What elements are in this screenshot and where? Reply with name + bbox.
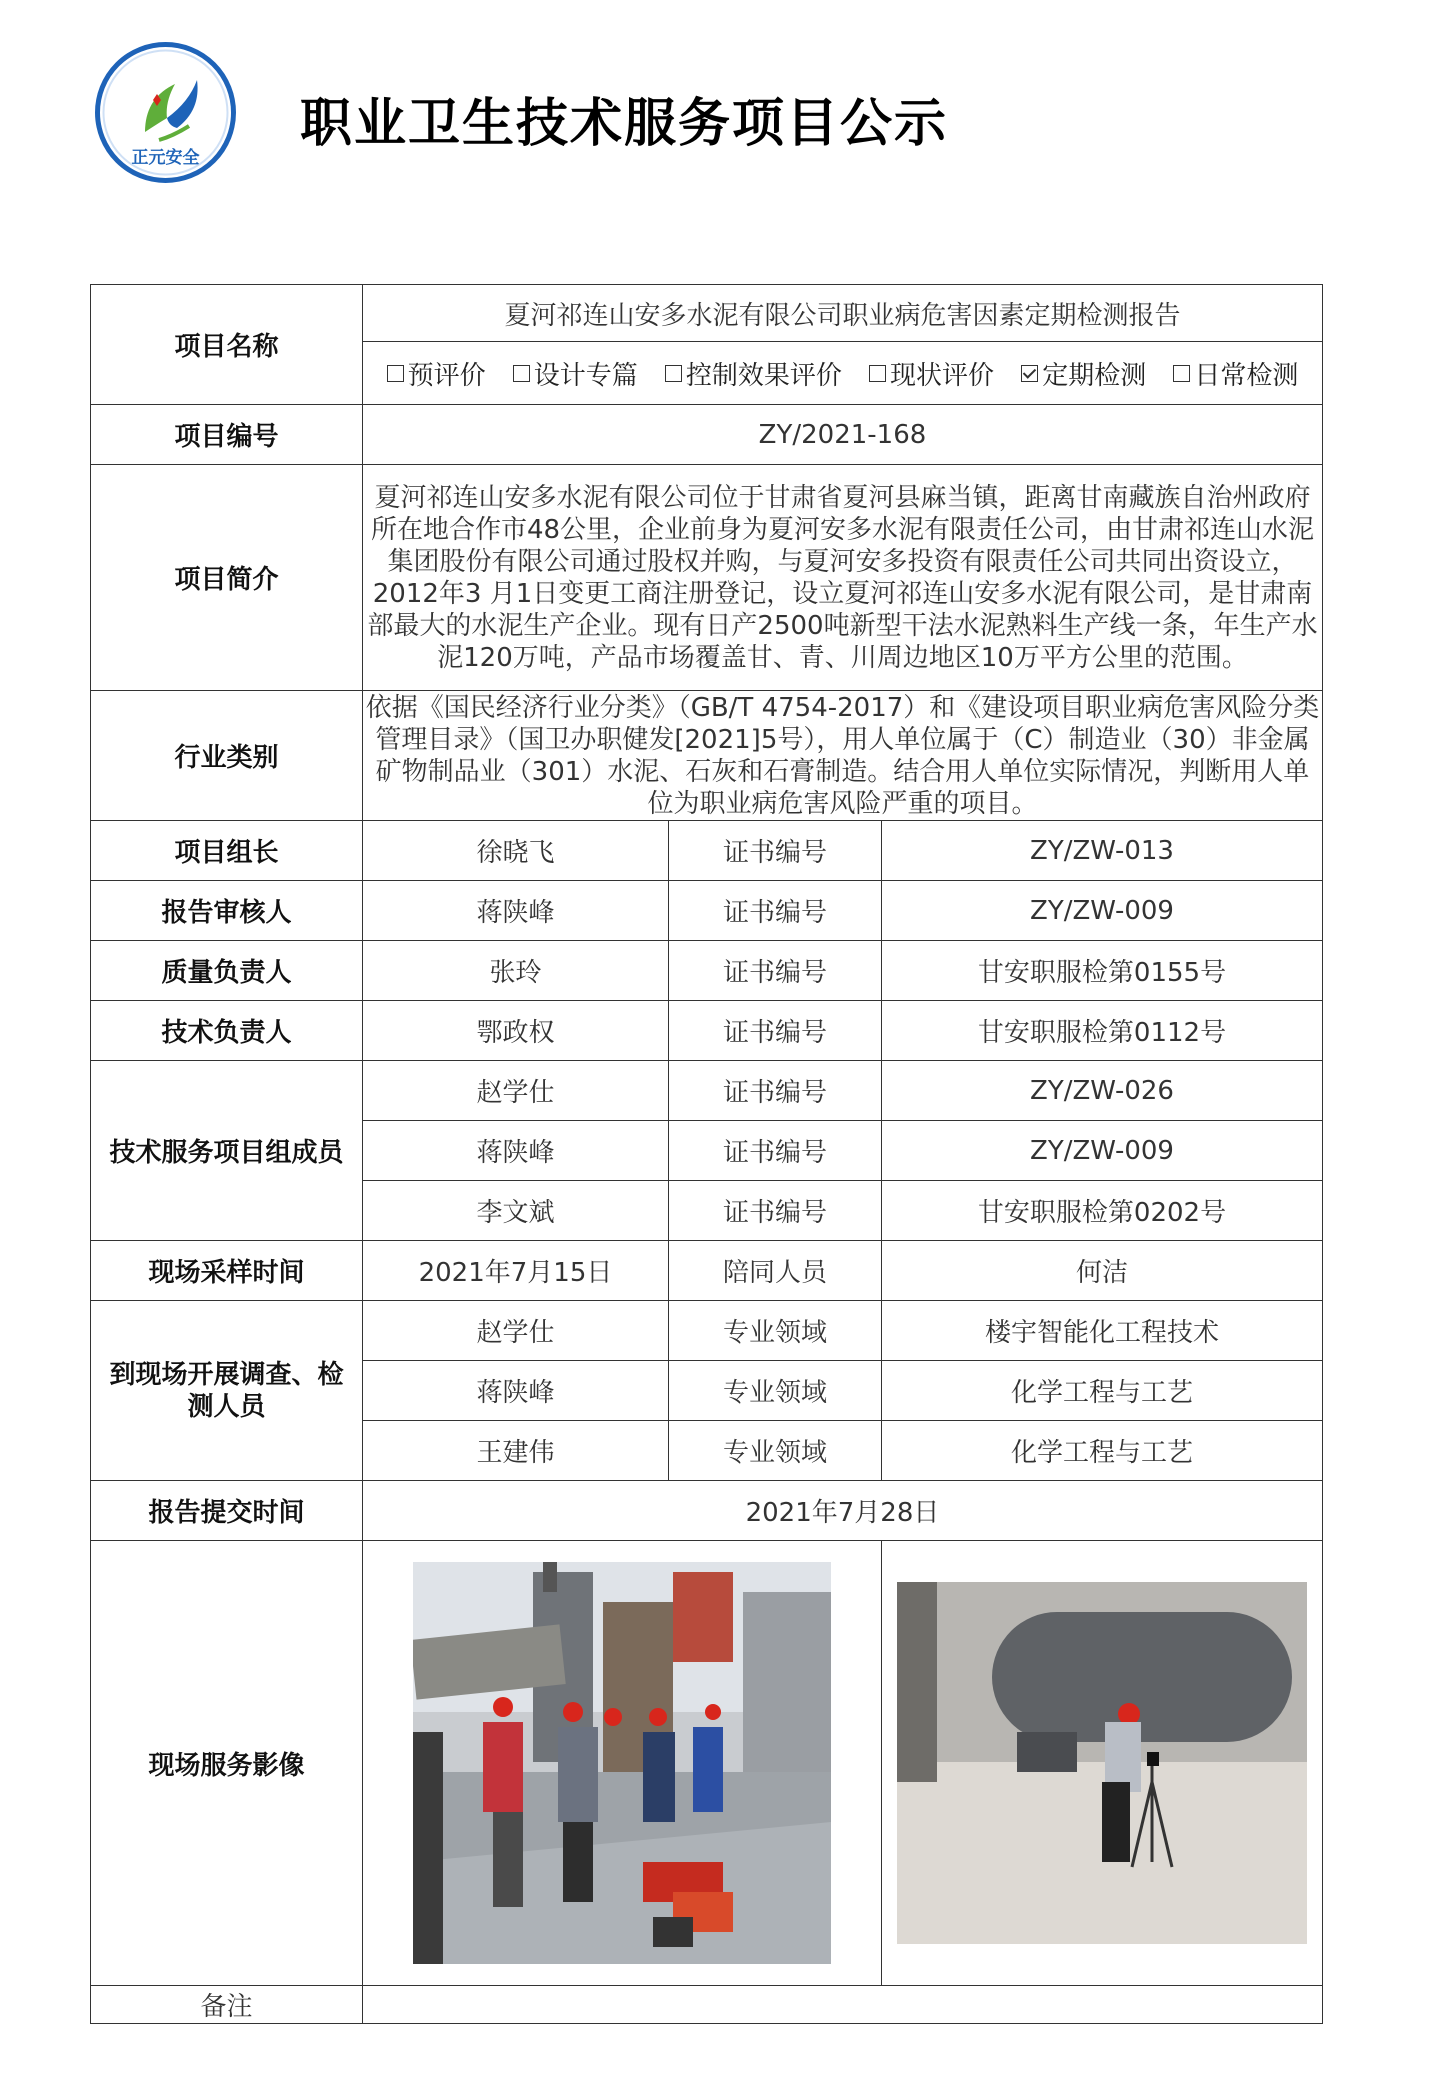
photo-cell-right — [882, 1541, 1323, 1986]
quality-cert: 甘安职服检第0155号 — [882, 941, 1323, 1001]
project-type-checkboxes — [363, 342, 1323, 405]
member-name: 赵学仕 — [363, 1061, 669, 1121]
photos-label: 现场服务影像 — [91, 1541, 363, 1986]
survey-staff-label: 到现场开展调查、检测人员 — [91, 1301, 363, 1481]
project-name-value: 夏河祁连山安多水泥有限公司职业病危害因素定期检测报告 — [363, 285, 1323, 342]
project-intro-value: 夏河祁连山安多水泥有限公司位于甘肃省夏河县麻当镇，距离甘南藏族自治州政府所在地合作市48公里，企业前身为夏河安多水泥有限责任公司，由甘肃祁连山水泥集团股份有限公司通过股权并购，与夏河安多投资有限责任公司共同出资设立，2012年3 月1日变更工商注册登记，设立夏河祁连山安多水泥有限公司，是甘肃南部最大的水泥生产企业。现有日产2500吨新型干法水泥熟料生产线一条，年生产水泥120万吨，产品市场覆盖甘、青、川周边地区10万平方公里的范围。 — [363, 465, 1323, 691]
notes-label: 备注 — [91, 1986, 363, 2024]
site-photo-group-inspection — [413, 1562, 831, 1964]
member-cert: 甘安职服检第0202号 — [882, 1181, 1323, 1241]
project-table — [90, 284, 1323, 2024]
leader-label: 项目组长 — [91, 821, 363, 881]
member-name: 蒋陕峰 — [363, 1121, 669, 1181]
type-status-evaluation[interactable]: 现状评价 — [869, 355, 994, 392]
project-intro-label: 项目简介 — [91, 465, 363, 691]
submit-time-label: 报告提交时间 — [91, 1481, 363, 1541]
companion-value: 何洁 — [882, 1241, 1323, 1301]
logo-text: 正元安全 — [131, 148, 200, 168]
checkbox-icon — [665, 365, 682, 382]
project-name-label: 项目名称 — [91, 285, 363, 405]
field-label: 专业领域 — [669, 1361, 882, 1421]
cert-label: 证书编号 — [669, 1121, 882, 1181]
tech-label: 技术负责人 — [91, 1001, 363, 1061]
industry-value: 依据《国民经济行业分类》（GB/T 4754-2017）和《建设项目职业病危害风险分类管理目录》（国卫办职健发[2021]5号），用人单位属于（C）制造业（30）非金属矿物制品业（301）水泥、石灰和石膏制造。结合用人单位实际情况，判断用人单位为职业病危害风险严重的项目。 — [363, 691, 1323, 821]
type-daily-detection[interactable]: 日常检测 — [1173, 355, 1298, 392]
staff-name: 蒋陕峰 — [363, 1361, 669, 1421]
type-periodic-detection[interactable]: 定期检测 — [1021, 355, 1146, 392]
sampling-time-value: 2021年7月15日 — [363, 1241, 669, 1301]
member-cert: ZY/ZW-026 — [882, 1061, 1323, 1121]
notes-value — [363, 1986, 1323, 2024]
project-number-value: ZY/2021-168 — [363, 405, 1323, 465]
reviewer-label: 报告审核人 — [91, 881, 363, 941]
staff-field: 化学工程与工艺 — [882, 1421, 1323, 1481]
members-label: 技术服务项目组成员 — [91, 1061, 363, 1241]
industry-label: 行业类别 — [91, 691, 363, 821]
reviewer-cert: ZY/ZW-009 — [882, 881, 1323, 941]
field-label: 专业领域 — [669, 1421, 882, 1481]
page-title: 职业卫生技术服务项目公示 — [300, 94, 949, 154]
staff-name: 王建伟 — [363, 1421, 669, 1481]
field-label: 专业领域 — [669, 1301, 882, 1361]
staff-name: 赵学仕 — [363, 1301, 669, 1361]
type-design-chapter[interactable]: 设计专篇 — [513, 355, 638, 392]
type-pre-evaluation[interactable]: 预评价 — [387, 355, 486, 392]
staff-field: 化学工程与工艺 — [882, 1361, 1323, 1421]
quality-name: 张玲 — [363, 941, 669, 1001]
tech-cert: 甘安职服检第0112号 — [882, 1001, 1323, 1061]
photo-cell-left — [363, 1541, 882, 1986]
submit-time-value: 2021年7月28日 — [363, 1481, 1323, 1541]
company-logo — [93, 40, 238, 185]
cert-label: 证书编号 — [669, 1061, 882, 1121]
checkbox-icon — [869, 365, 886, 382]
staff-field: 楼宇智能化工程技术 — [882, 1301, 1323, 1361]
cert-label: 证书编号 — [669, 821, 882, 881]
member-cert: ZY/ZW-009 — [882, 1121, 1323, 1181]
cert-label: 证书编号 — [669, 1001, 882, 1061]
site-photo-noise-measurement — [897, 1582, 1307, 1944]
checked-checkbox-icon — [1021, 365, 1038, 382]
companion-label: 陪同人员 — [669, 1241, 882, 1301]
leader-cert: ZY/ZW-013 — [882, 821, 1323, 881]
cert-label: 证书编号 — [669, 941, 882, 1001]
leader-name: 徐晓飞 — [363, 821, 669, 881]
checkbox-icon — [1173, 365, 1190, 382]
reviewer-name: 蒋陕峰 — [363, 881, 669, 941]
checkbox-icon — [513, 365, 530, 382]
project-number-label: 项目编号 — [91, 405, 363, 465]
cert-label: 证书编号 — [669, 881, 882, 941]
member-name: 李文斌 — [363, 1181, 669, 1241]
checkbox-icon — [387, 365, 404, 382]
quality-label: 质量负责人 — [91, 941, 363, 1001]
sampling-time-label: 现场采样时间 — [91, 1241, 363, 1301]
cert-label: 证书编号 — [669, 1181, 882, 1241]
tech-name: 鄂政权 — [363, 1001, 669, 1061]
type-control-effect[interactable]: 控制效果评价 — [665, 355, 842, 392]
